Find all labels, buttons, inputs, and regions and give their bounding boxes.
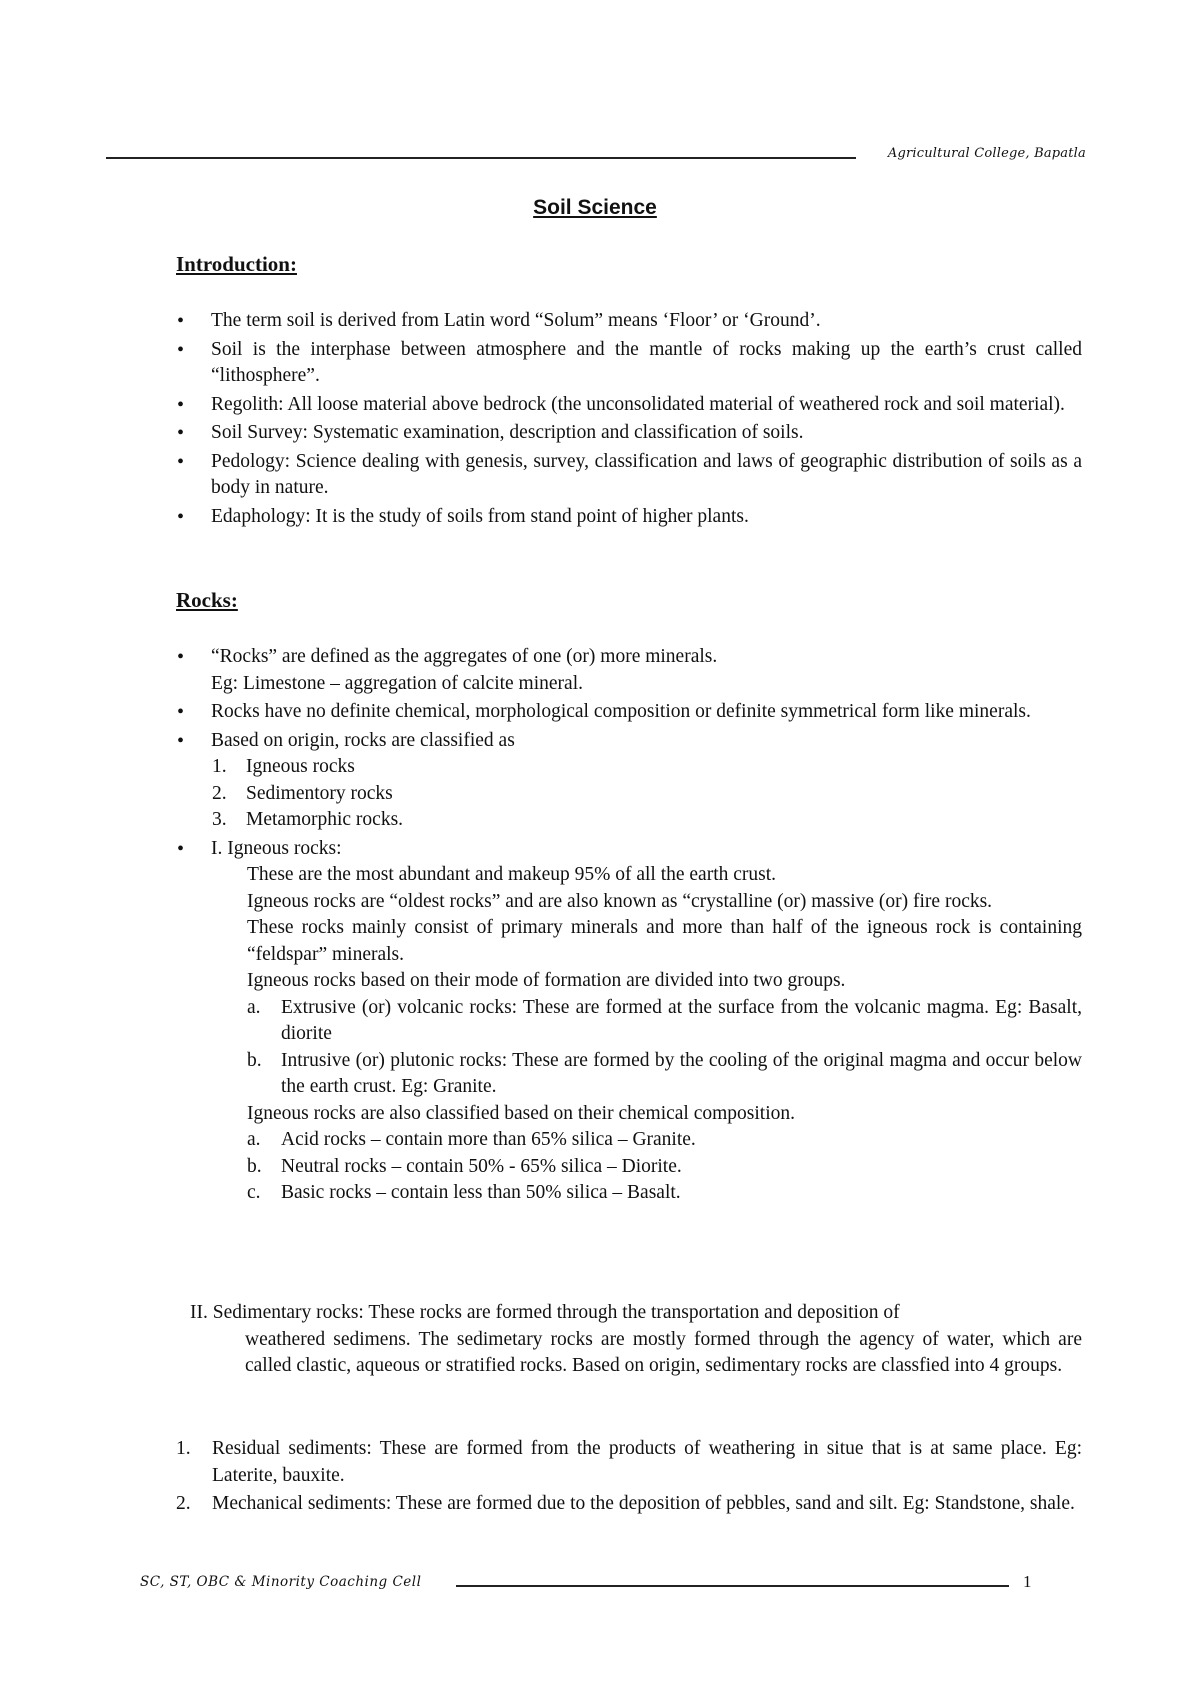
- chem-item: b. Neutral rocks – contain 50% - 65% silica – Diorite.: [247, 1155, 682, 1177]
- intro-bullet: • Soil Survey: Systematic examination, description and classification of soils.: [176, 420, 1082, 447]
- rocks-bullet: • Rocks have no definite chemical, morphological composition or definite symmetrical form like minerals.: [176, 699, 1082, 726]
- igneous-para: Igneous rocks are “oldest rocks” and are also known as “crystalline (or) massive (or) fire rocks.: [247, 890, 993, 912]
- sedimentary-section: [190, 1300, 1082, 1380]
- origin-item: 2. Sedimentory rocks: [212, 782, 393, 804]
- intro-bullet: • The term soil is derived from Latin word “Solum” means ‘Floor’ or ‘Ground’.: [176, 308, 1082, 335]
- igneous-label: • I. Igneous rocks:: [176, 836, 1082, 863]
- footer-rule: [456, 1585, 1009, 1587]
- igneous-para: These are the most abundant and makeup 95% of all the earth crust.: [247, 864, 777, 885]
- page-title: Soil Science: [533, 196, 657, 219]
- igneous-mode-item: a. Extrusive (or) volcanic rocks: These are formed at the surface from the volcanic magma. Eg: Basalt, diorite: [247, 996, 1082, 1044]
- rocks-bullet: • “Rocks” are defined as the aggregates of one (or) more minerals.: [176, 644, 1082, 671]
- igneous-para: Igneous rocks are also classified based on their chemical composition.: [247, 1102, 795, 1124]
- intro-bullet: • Regolith: All loose material above bedrock (the unconsolidated material of weathered rock and soil material).: [176, 392, 1082, 419]
- intro-bullet: • Soil is the interphase between atmosphere and the mantle of rocks making up the earth’s crust called “lithosphere”.: [176, 337, 1082, 390]
- footer-cell: SC, ST, OBC & Minority Coaching Cell: [140, 1574, 422, 1590]
- intro-bullet: • Pedology: Science dealing with genesis, survey, classification and laws of geographic distribution of soils as a body in nature.: [176, 449, 1082, 502]
- sedimentary-body: weathered sedimens. The sedimetary rocks are mostly formed through the agency of water, which are called clastic, aqueous or stratified rocks. Based on origin, sedimentary rocks are classfied into 4 groups.: [245, 1328, 1082, 1376]
- intro-heading: Introduction:: [176, 252, 297, 276]
- page-number: 1: [1023, 1572, 1032, 1591]
- chem-item: c. Basic rocks – contain less than 50% silica – Basalt.: [247, 1182, 681, 1203]
- rocks-example: Eg: Limestone – aggregation of calcite mineral.: [211, 672, 583, 694]
- rocks-list: [176, 644, 1082, 1207]
- sediment-group-item: 1. Residual sediments: These are formed from the products of weathering in situe that is at same place. Eg: Laterite, bauxite.: [176, 1438, 1082, 1486]
- rocks-bullet: • Based on origin, rocks are classified as: [176, 728, 1082, 755]
- header-college: Agricultural College, Bapatla: [887, 146, 1086, 161]
- chem-item: a. Acid rocks – contain more than 65% silica – Granite.: [247, 1129, 696, 1150]
- sediment-groups: [176, 1436, 1082, 1518]
- rocks-heading: Rocks:: [176, 588, 238, 612]
- igneous-mode-item: b. Intrusive (or) plutonic rocks: These are formed by the cooling of the original magma and occur below the earth crust. Eg: Granite.: [247, 1049, 1082, 1097]
- origin-item: 1. Igneous rocks: [212, 756, 355, 777]
- intro-list: [176, 308, 1082, 530]
- igneous-para: Igneous rocks based on their mode of formation are divided into two groups.: [247, 970, 846, 991]
- header-rule: [106, 157, 856, 159]
- igneous-para: These rocks mainly consist of primary minerals and more than half of the igneous rock is containing “feldspar” minerals.: [247, 917, 1082, 965]
- intro-bullet: • Edaphology: It is the study of soils from stand point of higher plants.: [176, 504, 1082, 531]
- sediment-group-item: 2. Mechanical sediments: These are formed due to the deposition of pebbles, sand and silt. Eg: Standstone, shale.: [176, 1493, 1075, 1514]
- sedimentary-lead: II. Sedimentary rocks: These rocks are formed through the transportation and deposition of: [190, 1302, 900, 1323]
- origin-item: 3. Metamorphic rocks.: [212, 809, 404, 830]
